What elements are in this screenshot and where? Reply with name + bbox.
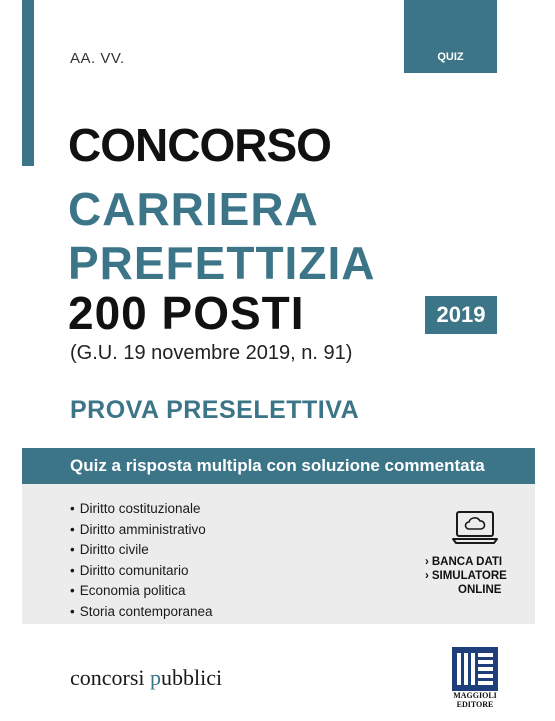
brand-text-2: p [150,665,162,690]
brand-text-1: concorsi [70,665,151,690]
accent-bar [22,0,34,166]
series-brand [70,665,222,691]
publisher-name [446,691,504,709]
series-tab-label: QUIZ [437,51,464,63]
laptop-cloud-icon [451,510,499,546]
banner-text: Quiz a risposta multipla con soluzione commentata [70,456,485,475]
brand-text-3: ubblici [161,665,223,690]
title-line-3: PREFETTIZIA [68,237,376,289]
topic-item: • Economia politica [70,581,213,602]
feature-simulator: › SIMULATORE [425,569,507,583]
description-banner [22,448,535,484]
topic-item: • Diritto amministrativo [70,520,213,541]
year-label: 2019 [436,302,486,327]
subtitle: PROVA PRESELETTIVA [70,396,360,424]
author: AA. VV. [70,50,125,67]
topic-list [70,499,213,622]
year-badge [425,296,497,334]
publisher-line-1: MAGGIOLI [453,691,497,700]
title-line-1: CONCORSO [68,119,331,171]
title-line-4: 200 POSTI [68,287,305,339]
topic-item: • Diritto comunitario [70,561,213,582]
online-features [425,555,507,597]
gazette-reference: (G.U. 19 novembre 2019, n. 91) [70,342,353,364]
topic-item: • Diritto costituzionale [70,499,213,520]
topic-item: • Diritto civile [70,540,213,561]
feature-simulator-line2: ONLINE [458,584,502,596]
feature-database: › BANCA DATI [425,555,507,569]
series-tab [404,0,497,73]
topic-item: • Storia contemporanea [70,602,213,623]
publisher-line-2: EDITORE [456,700,494,709]
title-line-2: CARRIERA [68,183,319,235]
maggioli-logo [452,647,498,691]
